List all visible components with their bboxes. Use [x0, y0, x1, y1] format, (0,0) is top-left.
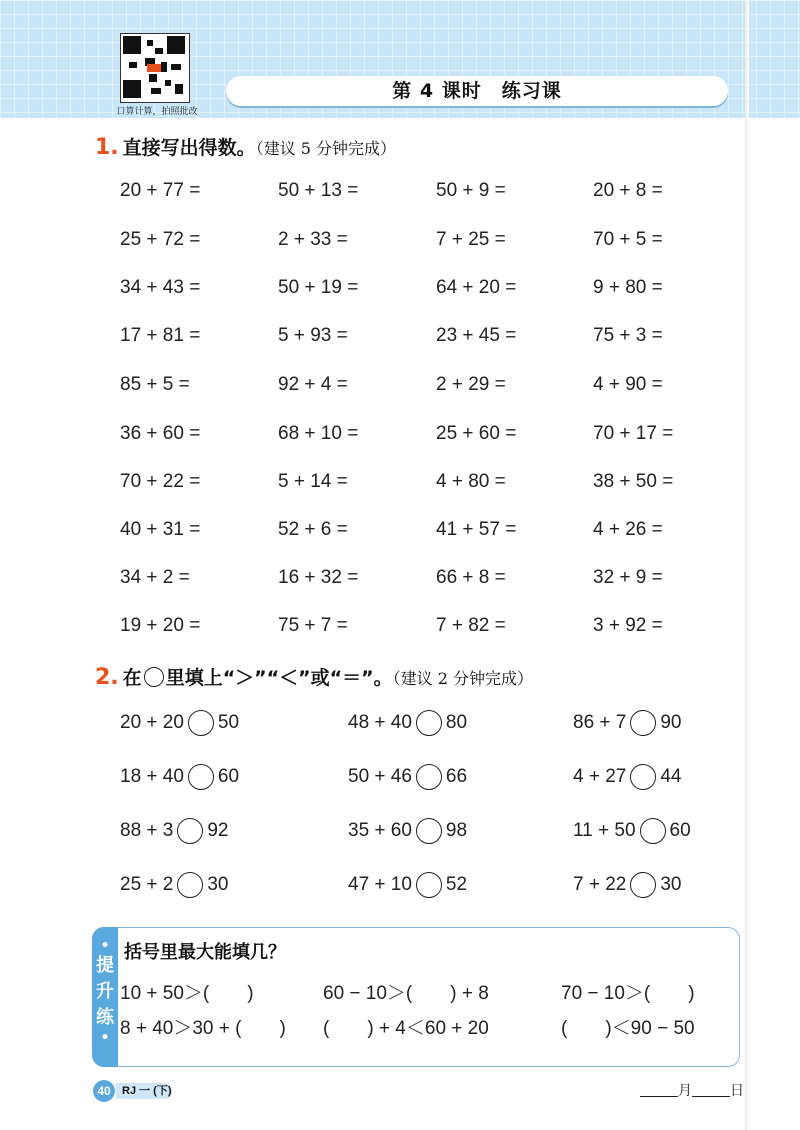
equation: 41 + 57 =	[436, 519, 517, 540]
comparison-left: 11 + 50	[573, 820, 636, 841]
comparison-right: 66	[445, 766, 468, 787]
comparison	[573, 818, 691, 844]
comparison-right: 92	[207, 820, 229, 841]
comparison	[348, 872, 467, 898]
equation: 34 + 43 =	[120, 277, 201, 298]
equation: 4 + 80 =	[436, 471, 506, 492]
equation: 50 + 19 =	[278, 277, 359, 298]
equation: 17 + 81 =	[120, 325, 201, 346]
comparison	[348, 710, 467, 736]
comparison-right: 30	[207, 874, 229, 895]
equation: 50 + 13 =	[278, 180, 359, 201]
comparison-left: 7 + 22	[573, 874, 627, 895]
equation: 40 + 31 =	[120, 519, 201, 540]
comparison-right: 52	[445, 874, 468, 895]
tag-dot: •	[100, 1030, 110, 1046]
day-blank[interactable]	[692, 1082, 730, 1097]
comparison	[120, 872, 229, 898]
month-label: 月	[678, 1082, 692, 1098]
equation: 7 + 82 =	[436, 615, 506, 636]
answer-circle[interactable]	[416, 710, 442, 736]
equation: 34 + 2 =	[120, 567, 190, 588]
equation: 19 + 20 =	[120, 615, 201, 636]
answer-circle[interactable]	[630, 872, 656, 898]
equation: 92 + 4 =	[278, 374, 348, 395]
comparison	[120, 818, 229, 844]
page-edge	[745, 0, 749, 1130]
comparison-left: 35 + 60	[348, 820, 412, 841]
equation: 38 + 50 =	[593, 471, 674, 492]
equation: 7 + 25 =	[436, 229, 506, 250]
equation: 70 + 22 =	[120, 471, 201, 492]
date-field[interactable]	[640, 1080, 744, 1100]
comparison	[120, 710, 239, 736]
circle-symbol-icon	[144, 667, 164, 687]
answer-circle[interactable]	[188, 764, 214, 790]
tag-dot: •	[100, 938, 110, 954]
answer-circle[interactable]	[177, 818, 203, 844]
equation: 2 + 33 =	[278, 229, 348, 250]
answer-circle[interactable]	[188, 710, 214, 736]
lesson-title: 第 4 课时 练习课	[226, 76, 728, 106]
comparison-right: 60	[669, 820, 691, 841]
section2-title-post: 里填上“＞”“＜”或“＝”。	[165, 667, 393, 689]
answer-circle[interactable]	[640, 818, 666, 844]
comparison	[573, 764, 682, 790]
fill-blank-item[interactable]: 10 + 50＞( )	[120, 983, 254, 1004]
equation: 75 + 7 =	[278, 615, 348, 636]
section2-hint: （建议 2 分钟完成）	[392, 669, 533, 688]
answer-circle[interactable]	[416, 764, 442, 790]
equation: 4 + 90 =	[593, 374, 663, 395]
day-label: 日	[730, 1082, 744, 1098]
comparison-left: 4 + 27	[573, 766, 627, 787]
equation: 25 + 72 =	[120, 229, 201, 250]
equation: 5 + 93 =	[278, 325, 348, 346]
equation: 36 + 60 =	[120, 423, 201, 444]
answer-circle[interactable]	[416, 818, 442, 844]
equation: 2 + 29 =	[436, 374, 506, 395]
fill-blank-item[interactable]: 8 + 40＞30 + ( )	[120, 1018, 286, 1039]
answer-circle[interactable]	[416, 872, 442, 898]
equation: 75 + 3 =	[593, 325, 663, 346]
comparison-right: 60	[217, 766, 240, 787]
comparison-left: 48 + 40	[348, 712, 412, 733]
comparison-right: 98	[445, 820, 468, 841]
answer-circle[interactable]	[630, 764, 656, 790]
section2-title-pre: 在	[122, 667, 142, 689]
fill-blank-item[interactable]: 60 − 10＞( ) + 8	[323, 983, 489, 1004]
comparison-right: 80	[445, 712, 468, 733]
equation: 25 + 60 =	[436, 423, 517, 444]
comparison-left: 20 + 20	[120, 712, 184, 733]
equation: 70 + 17 =	[593, 423, 674, 444]
page-number: 40	[93, 1080, 115, 1102]
tag-char: 练	[96, 1007, 114, 1028]
comparison	[120, 764, 239, 790]
comparison-right: 50	[217, 712, 240, 733]
equation: 5 + 14 =	[278, 471, 348, 492]
book-label: RJ 一 (下)	[116, 1083, 172, 1099]
comparison-left: 18 + 40	[120, 766, 184, 787]
equation: 70 + 5 =	[593, 229, 663, 250]
qr-code[interactable]	[120, 33, 190, 103]
tag-char: 提	[96, 955, 114, 976]
comparison-right: 30	[660, 874, 682, 895]
comparison-left: 50 + 46	[348, 766, 412, 787]
section2-heading	[95, 663, 533, 690]
tag-char: 升	[96, 981, 114, 1002]
comparison-left: 25 + 2	[120, 874, 174, 895]
equation: 20 + 8 =	[593, 180, 663, 201]
section2-number: 2.	[95, 665, 119, 690]
equation: 66 + 8 =	[436, 567, 506, 588]
comparison-right: 44	[660, 766, 682, 787]
section1-title: 直接写出得数。	[122, 137, 256, 159]
comparison-left: 47 + 10	[348, 874, 412, 895]
equation: 68 + 10 =	[278, 423, 359, 444]
comparison	[573, 872, 682, 898]
equation: 32 + 9 =	[593, 567, 663, 588]
answer-circle[interactable]	[630, 710, 656, 736]
equation: 4 + 26 =	[593, 519, 663, 540]
equation: 85 + 5 =	[120, 374, 190, 395]
fill-blank-item[interactable]: ( ) + 4＜60 + 20	[323, 1018, 489, 1039]
equation: 64 + 20 =	[436, 277, 517, 298]
month-blank[interactable]	[640, 1082, 678, 1097]
answer-circle[interactable]	[177, 872, 203, 898]
qr-caption: 口算计算，拍照批改	[116, 106, 198, 116]
section1-number: 1.	[95, 135, 119, 160]
equation: 16 + 32 =	[278, 567, 359, 588]
comparison	[348, 818, 467, 844]
comparison	[573, 710, 682, 736]
equation: 9 + 80 =	[593, 277, 663, 298]
boost-practice-tag	[92, 927, 118, 1067]
fill-blank-item[interactable]: ( )＜90 − 50	[561, 1018, 695, 1039]
equation: 20 + 77 =	[120, 180, 201, 201]
comparison-left: 88 + 3	[120, 820, 174, 841]
comparison-left: 86 + 7	[573, 712, 627, 733]
fill-blank-item[interactable]: 70 − 10＞( )	[561, 983, 695, 1004]
section1-heading	[95, 133, 396, 160]
equation: 50 + 9 =	[436, 180, 506, 201]
comparison-right: 90	[660, 712, 682, 733]
equation: 23 + 45 =	[436, 325, 517, 346]
section1-hint: （建议 5 分钟完成）	[255, 139, 397, 158]
equation: 3 + 92 =	[593, 615, 663, 636]
comparison	[348, 764, 467, 790]
boost-title: 括号里最大能填几？	[124, 942, 286, 963]
equation: 52 + 6 =	[278, 519, 348, 540]
